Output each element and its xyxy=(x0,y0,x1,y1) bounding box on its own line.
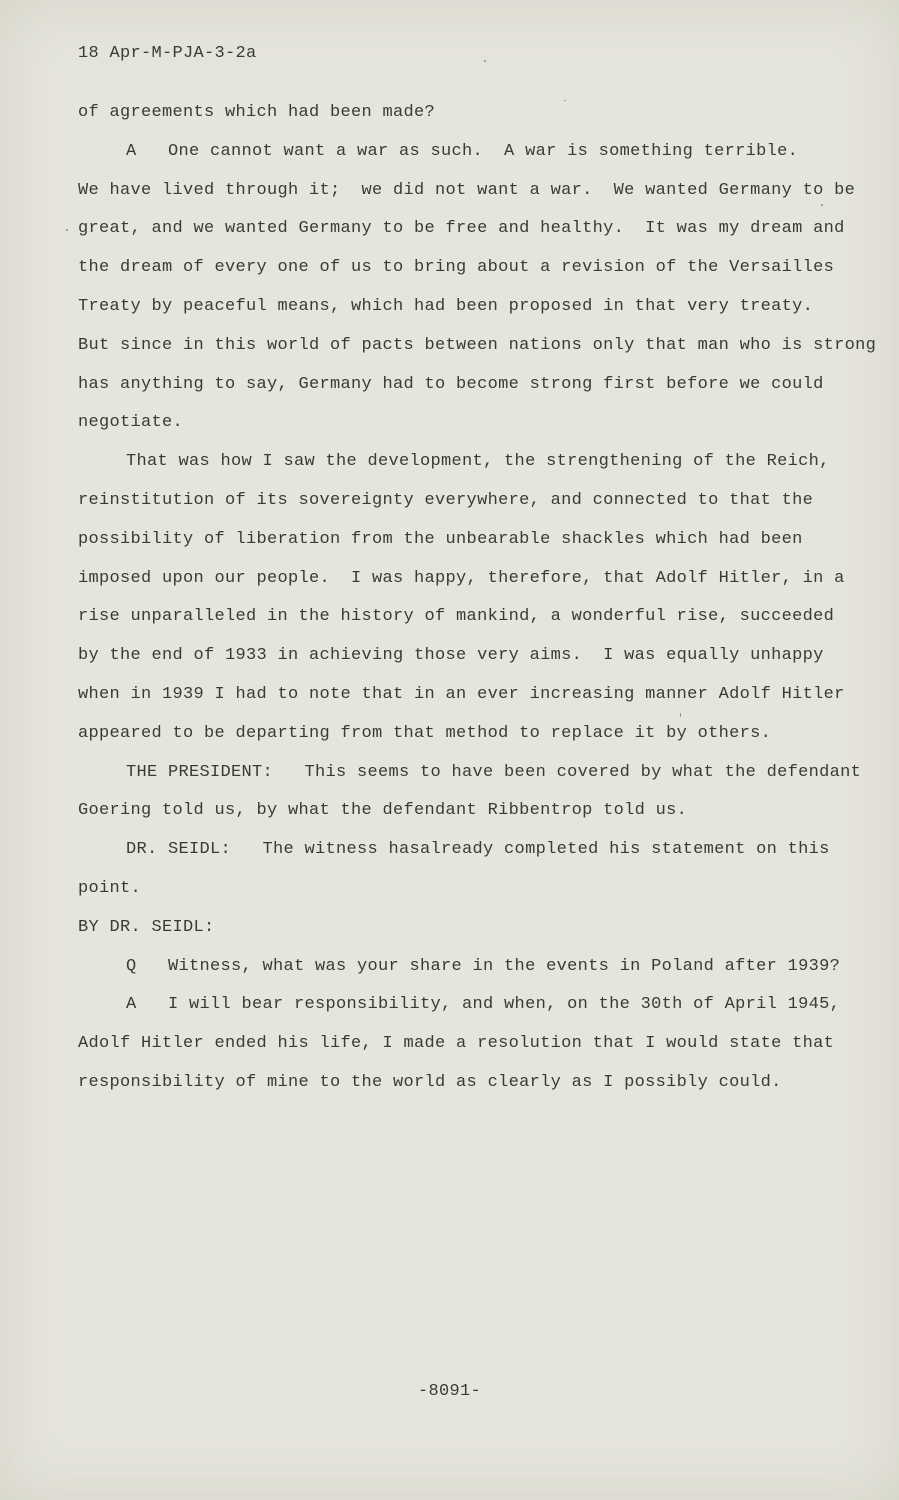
paper-speck xyxy=(821,204,823,206)
text-line: negotiate. xyxy=(78,413,184,433)
paper-speck xyxy=(680,713,681,717)
text-line: A One cannot want a war as such. A war is something terrible. xyxy=(126,141,799,161)
text-line: when in 1939 I had to note that in an ever increasing manner Adolf Hitler xyxy=(78,684,845,704)
text-line: THE PRESIDENT: This seems to have been covered by what the defendant xyxy=(126,762,862,782)
text-line: possibility of liberation from the unbearable shackles which had been xyxy=(78,529,803,549)
text-line: Treaty by peaceful means, which had been proposed in that very treaty. xyxy=(78,296,814,316)
text-line: point. xyxy=(78,878,142,898)
text-line: That was how I saw the development, the strengthening of the Reich, xyxy=(126,452,830,472)
text-line: BY DR. SEIDL: xyxy=(78,917,215,937)
text-line: But since in this world of pacts between nations only that man who is strong xyxy=(78,335,877,355)
paper-speck xyxy=(66,229,68,231)
text-line: DR. SEIDL: The witness hasalready completed his statement on this xyxy=(126,840,830,860)
paper-speck xyxy=(484,60,486,62)
text-line: has anything to say, Germany had to become strong first before we could xyxy=(78,374,824,394)
text-line: imposed upon our people. I was happy, therefore, that Adolf Hitler, in a xyxy=(78,568,845,588)
text-line: A I will bear responsibility, and when, on the 30th of April 1945, xyxy=(126,995,841,1015)
text-line: Q Witness, what was your share in the events in Poland after 1939? xyxy=(126,956,841,976)
transcript-body xyxy=(78,94,877,1103)
text-line: responsibility of mine to the world as clearly as I possibly could. xyxy=(78,1072,782,1092)
text-line: the dream of every one of us to bring about a revision of the Versailles xyxy=(78,258,835,278)
text-line: great, and we wanted Germany to be free and healthy. It was my dream and xyxy=(78,219,845,239)
document-id: 18 Apr-M-PJA-3-2a xyxy=(78,44,257,63)
text-line: rise unparalleled in the history of mankind, a wonderful rise, succeeded xyxy=(78,607,835,627)
text-line: We have lived through it; we did not want a war. We wanted Germany to be xyxy=(78,180,856,200)
text-line: of agreements which had been made? xyxy=(78,103,436,122)
page-number: -8091- xyxy=(417,1382,481,1401)
text-line: reinstitution of its sovereignty everywhere, and connected to that the xyxy=(78,490,814,510)
text-line: Adolf Hitler ended his life, I made a resolution that I would state that xyxy=(78,1034,835,1054)
paper-speck xyxy=(564,100,566,101)
text-line: Goering told us, by what the defendant Ribbentrop told us. xyxy=(78,801,688,821)
text-line: by the end of 1933 in achieving those very aims. I was equally unhappy xyxy=(78,646,824,666)
text-line: appeared to be departing from that method to replace it by others. xyxy=(78,723,772,743)
